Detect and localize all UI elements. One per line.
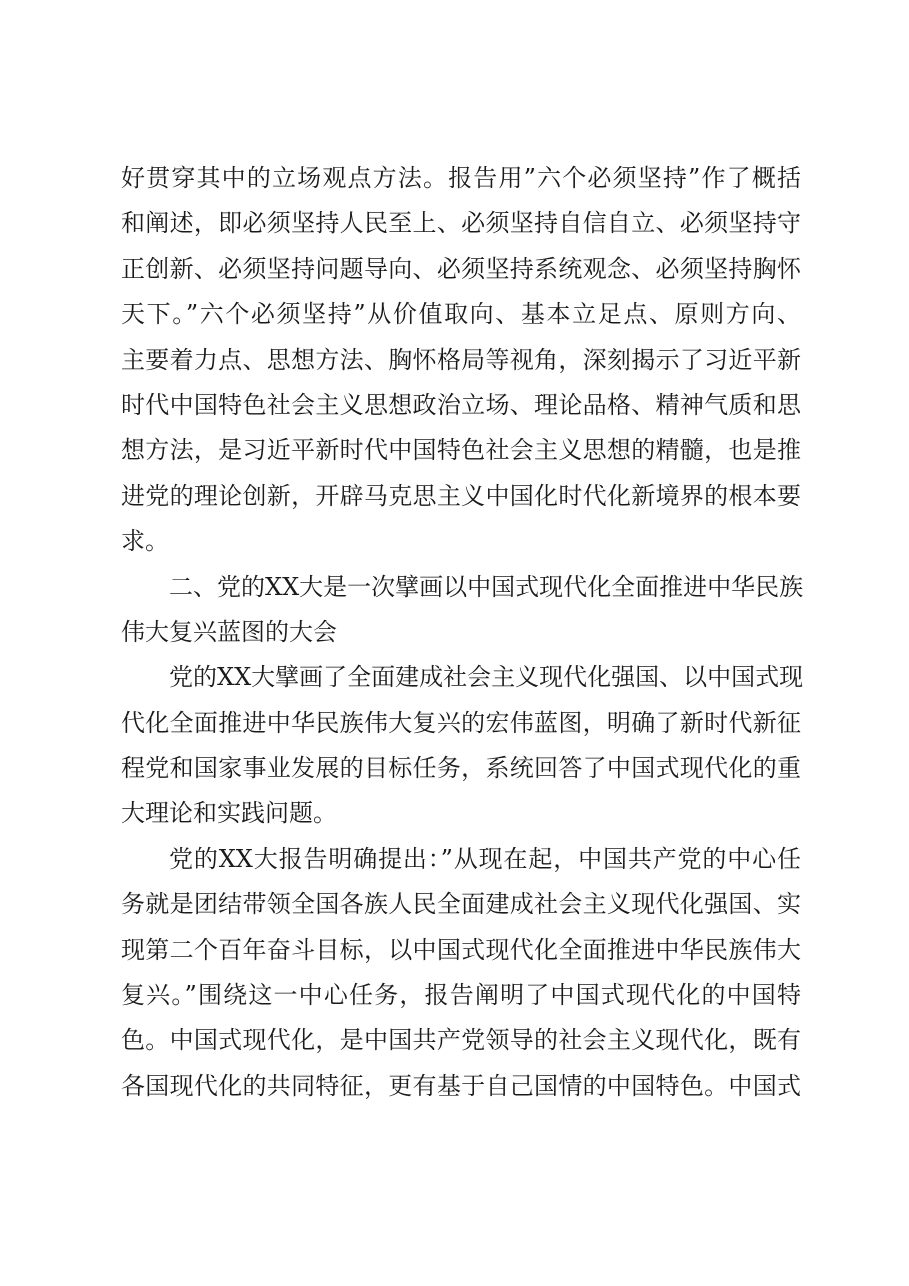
- text-line: 大理论和实践问题。: [121, 799, 337, 828]
- text-line: 想方法，是习近平新时代中国特色社会主义思想的精髓，也是推: [121, 436, 801, 465]
- text-line: 和阐述，即必须坚持人民至上、必须坚持自信自立、必须坚持守: [121, 209, 801, 238]
- text-line: 代化全面推进中华民族伟大复兴的宏伟蓝图，明确了新时代新征: [121, 708, 801, 737]
- text-line: 党的XX大擘画了全面建成社会主义现代化强国、以中国式现: [169, 663, 804, 692]
- text-line: 时代中国特色社会主义思想政治立场、理论品格、精神气质和思: [121, 390, 801, 419]
- text-line: 复兴。”围绕这一中心任务，报告阐明了中国式现代化的中国特: [121, 981, 801, 1010]
- paragraph-continuation: [121, 156, 801, 565]
- text-line: 好贯穿其中的立场观点方法。报告用”六个必须坚持”作了概括: [121, 164, 801, 192]
- text-line: 进党的理论创新，开辟马克思主义中国化时代化新境界的根本要: [121, 481, 801, 510]
- text-line: 程党和国家事业发展的目标任务，系统回答了中国式现代化的重: [121, 754, 801, 783]
- text-line: 现第二个百年奋斗目标，以中国式现代化全面推进中华民族伟大: [121, 935, 801, 964]
- text-line: 求。: [121, 527, 169, 556]
- text-line: 各国现代化的共同特征，更有基于自己国情的中国特色。中国式: [121, 1071, 801, 1100]
- section-heading: [121, 565, 804, 656]
- text-line: 务就是团结带领全国各族人民全面建成社会主义现代化强国、实: [121, 890, 801, 919]
- text-line: 天下。”六个必须坚持”从价值取向、基本立足点、原则方向、: [121, 300, 801, 329]
- text-line: 主要着力点、思想方法、胸怀格局等视角，深刻揭示了习近平新: [121, 345, 801, 374]
- text-line: 伟大复兴蓝图的大会: [121, 617, 337, 646]
- text-line: 正创新、必须坚持问题导向、必须坚持系统观念、必须坚持胸怀: [121, 254, 801, 283]
- text-line: 党的XX大报告明确提出：”从现在起，中国共产党的中心任: [169, 844, 801, 873]
- paragraph: [121, 655, 804, 837]
- document-body: [121, 156, 804, 1109]
- text-line: 二、党的XX大是一次擘画以中国式现代化全面推进中华民族: [169, 572, 804, 601]
- paragraph: [121, 837, 801, 1109]
- text-line: 色。中国式现代化，是中国共产党领导的社会主义现代化，既有: [121, 1026, 801, 1055]
